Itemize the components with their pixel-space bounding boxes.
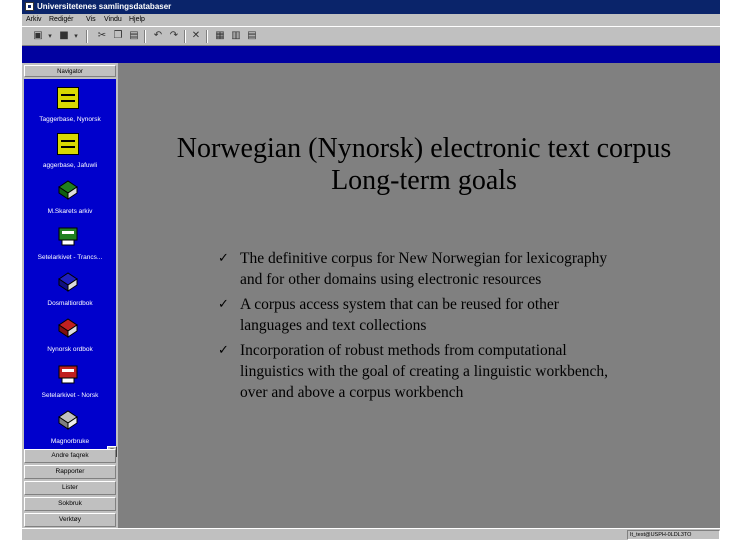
nav-item-label: Taggerbase, Nynorsk <box>39 116 101 123</box>
toolbar-separator <box>206 30 208 43</box>
bullet-item <box>218 248 618 290</box>
book-icon <box>57 271 79 293</box>
dropdown-icon[interactable]: ▾ <box>48 32 52 40</box>
dropdown-icon[interactable]: ▾ <box>74 32 78 40</box>
columns-icon[interactable]: ▥ <box>231 30 241 41</box>
copy-icon[interactable]: ❐ <box>113 30 123 41</box>
save-icon[interactable]: ■ <box>59 30 69 41</box>
title-bar[interactable] <box>22 0 720 14</box>
bullet-text: A corpus access system that can be reused for other languages and text collections <box>240 296 559 334</box>
nav-item-taggerbase-nynorsk[interactable] <box>24 87 116 131</box>
toolbar <box>22 26 720 46</box>
nav-item-setelarkivet-trancs[interactable] <box>24 225 116 269</box>
database-icon <box>57 133 79 155</box>
menu-bar <box>22 14 720 26</box>
checkmark-icon: ✓ <box>218 251 229 266</box>
nav-item-dosmaltiordbok[interactable] <box>24 271 116 315</box>
printer-icon <box>57 225 79 247</box>
navigator-header[interactable]: Navigator <box>24 65 116 77</box>
slide-title-line-2: Long-term goals <box>331 165 517 196</box>
header-strip <box>22 46 720 63</box>
menu-vindu[interactable]: Vindu <box>104 16 122 23</box>
main-content-area <box>118 63 720 528</box>
rapporter-button[interactable]: Rapporter <box>24 465 116 479</box>
bullet-text: Incorporation of robust methods from computational linguistics with the goal of creating a linguistic workbench, over and above a corpus workbench <box>240 342 609 401</box>
checkmark-icon: ✓ <box>218 343 229 358</box>
toolbar-separator <box>144 30 146 43</box>
tile-icon[interactable]: ▦ <box>215 30 225 41</box>
lister-button[interactable]: Lister <box>24 481 116 495</box>
slide-title <box>118 133 730 197</box>
nav-item-skarets-arkiv[interactable] <box>24 179 116 223</box>
nav-item-taggerbase-2[interactable] <box>24 133 116 177</box>
slide <box>118 63 720 528</box>
nav-item-label: Nynorsk ordbok <box>47 346 93 353</box>
navigator-sidebar <box>22 63 118 528</box>
delete-icon[interactable]: ✕ <box>191 30 201 41</box>
andre-faqrek-button[interactable]: Andre faqrek <box>24 449 116 463</box>
nav-item-nynorsk-ordbok[interactable] <box>24 317 116 361</box>
status-user-pane: It_test@USPH-0LDL3TO <box>627 530 720 540</box>
bullet-text: The definitive corpus for New Norwegian for lexicography and for other domains using electronic resources <box>240 250 608 288</box>
application-window <box>22 0 720 540</box>
verktoy-button[interactable]: Verktøy <box>24 513 116 527</box>
menu-arkiv[interactable]: Arkiv <box>26 16 42 23</box>
nav-item-label: Setelarkivet - Norsk <box>41 392 99 399</box>
sokbruk-button[interactable]: Sokbruk <box>24 497 116 511</box>
app-icon[interactable] <box>25 2 34 11</box>
nav-item-label: Magnorbruke <box>50 438 90 445</box>
rows-icon[interactable]: ▤ <box>247 30 257 41</box>
menu-vis[interactable]: Vis <box>86 16 96 23</box>
menu-hjelp[interactable]: Hjelp <box>129 16 145 23</box>
nav-item-label: aggerbase, Jafuwli <box>42 162 98 169</box>
window-title: Universitetenes samlingsdatabaser <box>37 2 172 11</box>
redo-icon[interactable]: ↷ <box>169 30 179 41</box>
status-bar <box>22 528 720 540</box>
paste-icon[interactable]: ▤ <box>129 30 139 41</box>
toolbar-separator <box>184 30 186 43</box>
open-icon[interactable]: ▣ <box>33 30 43 41</box>
printer-icon <box>57 363 79 385</box>
navigator-panel <box>24 79 116 449</box>
book-icon <box>57 179 79 201</box>
bullet-item <box>218 294 618 336</box>
cut-icon[interactable]: ✂ <box>97 30 107 41</box>
menu-rediger[interactable]: Redigér <box>49 16 74 23</box>
undo-icon[interactable]: ↶ <box>153 30 163 41</box>
nav-item-setelarkivet-norsk[interactable] <box>24 363 116 407</box>
toolbar-separator <box>86 30 88 43</box>
nav-item-label: Dosmaltiordbok <box>47 300 93 307</box>
checkmark-icon: ✓ <box>218 297 229 312</box>
database-icon <box>57 87 79 109</box>
bullet-list <box>218 248 618 407</box>
bullet-item <box>218 340 618 403</box>
book-icon <box>57 317 79 339</box>
nav-item-magnorbruke[interactable] <box>24 409 116 453</box>
slide-title-line-1: Norwegian (Nynorsk) electronic text corpus <box>176 133 672 164</box>
book-icon <box>57 409 79 431</box>
nav-item-label: Setelarkivet - Trancs... <box>37 254 103 261</box>
nav-item-label: M.Skarets arkiv <box>47 208 93 215</box>
